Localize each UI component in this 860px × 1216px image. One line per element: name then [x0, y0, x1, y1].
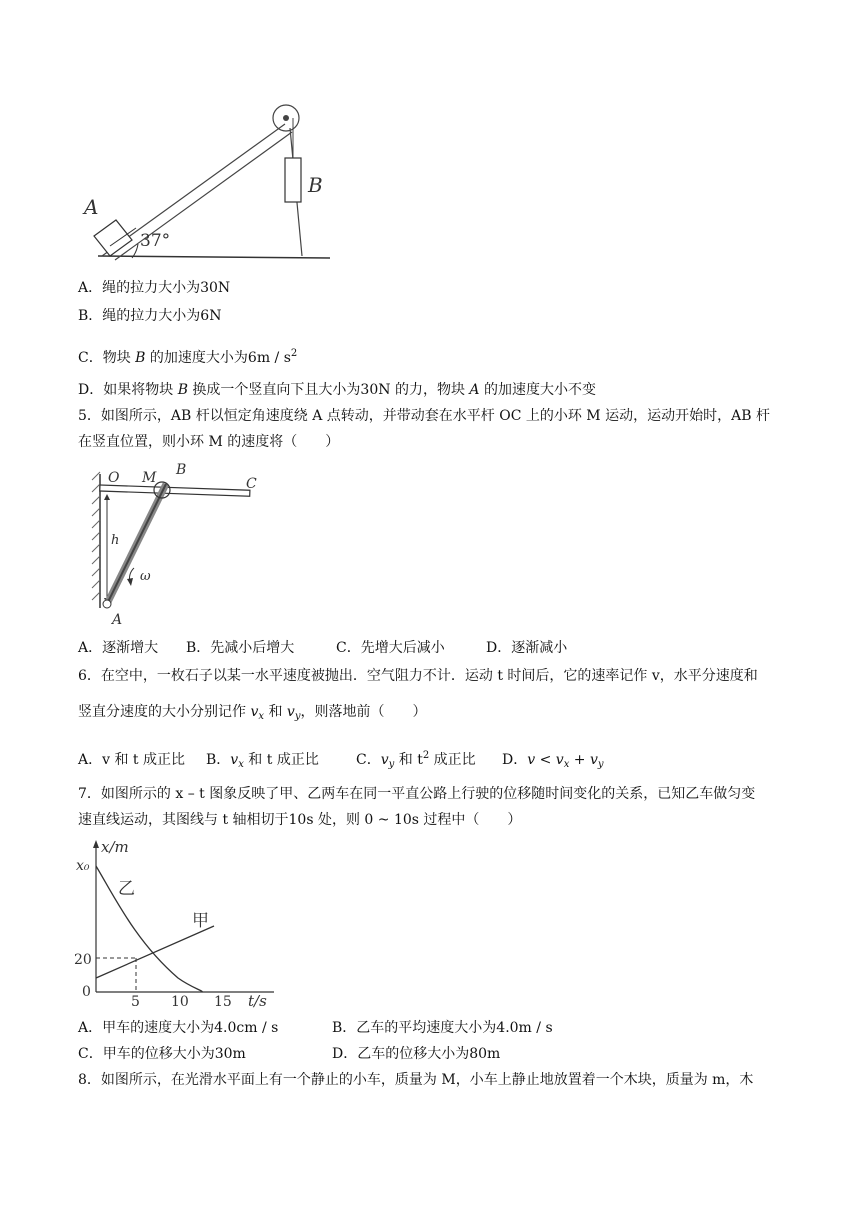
- tick-10: 10: [171, 994, 189, 1008]
- q6-option-c: C．$v_y$ 和 $t^2$ 成正比: [356, 750, 476, 770]
- tick-5: 5: [131, 994, 140, 1008]
- q8-stem-line1: 8．如图所示，在光滑水平面上有一个静止的小车，质量为 M，小车上静止地放置着一个木块，质量为 m，木: [78, 1072, 754, 1088]
- q6-stem-line1: 6．在空中，一枚石子以某一水平速度被抛出．空气阻力不计．运动 t 时间后，它的速率记作 v，水平分速度和: [78, 668, 758, 684]
- q6-option-d: D．$v < v_x + v_y$: [502, 752, 604, 770]
- label-b: B: [176, 462, 187, 478]
- q4-option-d: D．如果将物块 B 换成一个竖直向下且大小为30N 的力，物块 A 的加速度大小不变: [78, 382, 596, 398]
- q7-options-row2: [78, 1044, 500, 1064]
- label-a: A: [112, 612, 123, 628]
- label-a: A: [84, 195, 99, 219]
- x-axis-label: t/s: [248, 992, 267, 1008]
- q7-option-d: D．乙车的位移大小为80m: [332, 1046, 501, 1062]
- q7-option-c: C．甲车的位移大小为30m: [78, 1046, 246, 1062]
- q7-options-row1: [78, 1018, 553, 1038]
- q6-stem-line2: 竖直分速度的大小分别记作 $v_x$ 和 $v_y$，则落地前（ ）: [78, 704, 427, 722]
- q4-option-b: B．绳的拉力大小为6N: [78, 308, 222, 324]
- q7-option-a: A．甲车的速度大小为4.0cm / s: [78, 1020, 279, 1036]
- series-jia-label: 甲: [192, 911, 209, 931]
- q7-stem-line1: 7．如图所示的 x – t 图象反映了甲、乙两车在同一平直公路上行驶的位移随时间变化的关系，已知乙车做匀变: [78, 786, 756, 802]
- q7-option-b: B．乙车的平均速度大小为4.0m / s: [332, 1020, 553, 1036]
- tick-15: 15: [214, 994, 232, 1008]
- q4-option-c: C．物块 B 的加速度大小为$6m / s^2$: [78, 348, 298, 366]
- block-b: [285, 158, 301, 202]
- q5-options: [78, 638, 567, 658]
- y20-label: 20: [74, 952, 92, 968]
- origin-label: 0: [82, 984, 91, 1000]
- label-m: M: [142, 470, 157, 486]
- q6-options: [78, 746, 604, 775]
- label-omega: ω: [140, 569, 151, 584]
- q5-option-d: D．逐渐减小: [486, 640, 568, 656]
- q7-stem-line2: 速直线运动，其图线与 t 轴相切于10s 处，则 0 ~ 10s 过程中（ ）: [78, 812, 522, 828]
- q5-stem-line2: 在竖直位置，则小环 M 的速度将（ ）: [78, 434, 340, 450]
- q5-option-a: A．逐渐增大: [78, 640, 159, 656]
- y0-label: x₀: [76, 858, 90, 874]
- incline-pulley-figure: [80, 88, 340, 273]
- angle-label: 37°: [140, 231, 171, 251]
- q5-option-b: B．先减小后增大: [186, 640, 295, 656]
- q4-option-a: A．绳的拉力大小为30N: [78, 280, 231, 296]
- label-o: O: [108, 470, 120, 486]
- label-c: C: [246, 476, 257, 492]
- rotating-rod-figure: [70, 458, 270, 630]
- label-h: h: [111, 533, 120, 548]
- xt-graph: [74, 836, 284, 1008]
- block-a: [94, 220, 136, 256]
- label-b: B: [308, 173, 323, 197]
- q5-stem-line1: 5．如图所示，AB 杆以恒定角速度绕 A 点转动，并带动套在水平杆 OC 上的小环 M 运动，运动开始时，AB 杆: [78, 408, 770, 424]
- q6-option-b: B．$v_x$ 和 t 成正比: [206, 752, 319, 770]
- q6-option-a: A．v 和 t 成正比: [78, 752, 185, 768]
- q5-option-c: C．先增大后减小: [336, 640, 445, 656]
- series-yi-label: 乙: [118, 879, 135, 899]
- y-axis-label: x/m: [101, 838, 129, 856]
